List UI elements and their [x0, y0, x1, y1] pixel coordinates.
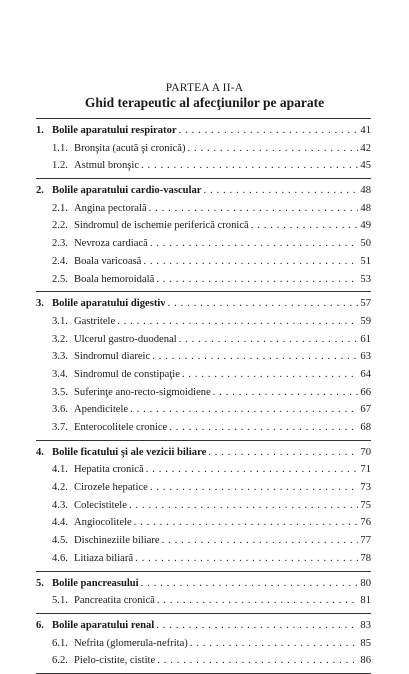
section-title: Bolile aparatului cardio-vascular	[52, 185, 202, 197]
toc-entry[interactable]	[36, 550, 371, 568]
table-of-contents	[36, 118, 371, 674]
entry-number: 1.2.	[52, 160, 68, 172]
toc-section	[36, 572, 371, 613]
toc-entry[interactable]	[36, 235, 371, 253]
toc-section	[36, 292, 371, 440]
section-number: 2.	[36, 185, 44, 197]
page-number: 50	[360, 238, 371, 250]
toc-entry[interactable]	[36, 366, 371, 384]
page-number: 73	[360, 482, 371, 494]
dot-leader	[130, 401, 358, 419]
toc-entry[interactable]	[36, 313, 371, 331]
page-number: 53	[360, 273, 371, 285]
toc-entry[interactable]	[36, 401, 371, 419]
dot-leader	[146, 461, 359, 479]
page-number: 57	[360, 298, 371, 310]
dot-leader	[143, 253, 358, 271]
entry-title: Angiocolitele	[74, 517, 132, 529]
entry-title: Dischineziile biliare	[74, 535, 160, 547]
entry-number: 2.3.	[52, 238, 68, 250]
dot-leader	[156, 617, 358, 635]
toc-section-entry[interactable]	[36, 122, 371, 140]
toc-section	[36, 614, 371, 673]
dot-leader	[152, 348, 358, 366]
page-number: 80	[360, 577, 371, 589]
toc-entry[interactable]	[36, 200, 371, 218]
entry-number: 4.4.	[52, 517, 68, 529]
toc-section	[36, 119, 371, 178]
part-title: Ghid terapeutic al afecţiunilor pe aparate	[84, 95, 325, 110]
entry-title: Nevroza cardiacă	[74, 238, 148, 250]
toc-section	[36, 179, 371, 291]
toc-entry[interactable]	[36, 419, 371, 437]
page-number: 77	[360, 535, 371, 547]
section-title: Bolile aparatului respirator	[52, 125, 177, 136]
section-title: Bolile aparatului digestiv	[52, 298, 166, 310]
section-title: Bolile aparatului renal	[52, 619, 155, 631]
entry-number: 1.1.	[52, 142, 68, 154]
entry-title: Hepatita cronică	[74, 464, 144, 476]
page-number: 67	[360, 404, 371, 416]
dot-leader	[204, 182, 359, 200]
entry-title: Colecistitele	[74, 499, 127, 511]
dot-leader	[168, 295, 359, 313]
entry-title: Suferinţe ano-recto-sigmoidiene	[74, 386, 211, 398]
toc-entry[interactable]	[36, 497, 371, 515]
toc-entry[interactable]	[36, 384, 371, 402]
page-number: 86	[360, 655, 371, 667]
dot-leader	[157, 592, 359, 610]
page-number: 49	[360, 220, 371, 232]
entry-number: 4.6.	[52, 552, 68, 564]
entry-number: 3.4.	[52, 368, 68, 380]
toc-entry[interactable]	[36, 157, 371, 175]
section-title: Bolile ficatului şi ale vezicii biliare	[52, 446, 207, 458]
section-number: 3.	[36, 298, 44, 310]
entry-title: Apendicitele	[74, 404, 129, 416]
dot-leader	[141, 575, 359, 593]
toc-entry[interactable]	[36, 592, 371, 610]
toc-section	[36, 441, 371, 571]
entry-title: Astmul bronşic	[74, 160, 140, 172]
dot-leader	[117, 313, 358, 331]
page-number: 61	[360, 333, 371, 345]
entry-title: Pancreatita cronică	[74, 595, 155, 607]
dot-leader	[179, 331, 359, 349]
entry-number: 3.5.	[52, 386, 68, 398]
page-number: 41	[360, 125, 371, 136]
entry-title: Bronşita (acută şi cronică)	[74, 142, 186, 154]
dot-leader	[141, 157, 358, 175]
entry-number: 3.2.	[52, 333, 68, 345]
entry-title: Enterocolitele cronice	[74, 422, 168, 433]
entry-number: 4.3.	[52, 499, 68, 511]
entry-number: 3.6.	[52, 404, 68, 416]
dot-leader	[187, 140, 358, 158]
entry-number: 5.1.	[52, 595, 68, 607]
dot-leader	[190, 635, 359, 653]
entry-number: 3.3.	[52, 351, 68, 363]
section-number: 4.	[36, 446, 44, 458]
entry-title: Gastritele	[74, 315, 116, 327]
page-number: 70	[360, 446, 371, 458]
entry-number: 4.1.	[52, 464, 68, 476]
toc-section-entry[interactable]	[36, 575, 371, 593]
toc-entry[interactable]	[36, 461, 371, 479]
toc-section-entry[interactable]	[36, 617, 371, 635]
entry-number: 6.1.	[52, 637, 68, 649]
dot-leader	[208, 444, 358, 462]
toc-entry[interactable]	[36, 140, 371, 158]
entry-number: 4.5.	[52, 535, 68, 547]
toc-entry[interactable]	[36, 217, 371, 235]
toc-entry[interactable]	[36, 532, 371, 550]
page-number: 66	[360, 386, 371, 398]
toc-entry[interactable]	[36, 635, 371, 653]
entry-title: Boala hemoroidală	[74, 273, 155, 285]
entry-title: Pielo-cistite, cistite	[74, 655, 156, 667]
dot-leader	[157, 652, 358, 670]
toc-entry[interactable]	[36, 652, 371, 670]
toc-section-entry[interactable]	[36, 444, 371, 462]
dot-leader	[169, 419, 358, 437]
page-number: 83	[360, 619, 371, 631]
dot-leader	[251, 217, 359, 235]
page-number: 63	[360, 351, 371, 363]
toc-section-entry[interactable]	[36, 295, 371, 313]
page-number: 85	[360, 637, 371, 649]
entry-title: Nefrita (glomerula-nefrita)	[74, 637, 188, 649]
page-number: 68	[360, 422, 371, 433]
dot-leader	[129, 497, 358, 515]
entry-number: 6.2.	[52, 655, 68, 667]
toc-entry[interactable]	[36, 479, 371, 497]
page-number: 64	[360, 368, 371, 380]
toc-entry[interactable]	[36, 253, 371, 271]
page-number: 42	[360, 142, 371, 154]
dot-leader	[150, 235, 359, 253]
entry-number: 2.4.	[52, 255, 68, 267]
toc-entry[interactable]	[36, 348, 371, 366]
page-number: 76	[360, 517, 371, 529]
dot-leader	[156, 271, 358, 289]
entry-title: Sindromul de constipaţie	[74, 368, 180, 380]
toc-entry[interactable]	[36, 271, 371, 289]
entry-number: 3.7.	[52, 422, 68, 433]
entry-number: 2.5.	[52, 273, 68, 285]
toc-entry[interactable]	[36, 331, 371, 349]
section-number: 5.	[36, 577, 44, 589]
page-number: 75	[360, 499, 371, 511]
part-heading: PARTEA A II-A	[165, 82, 244, 94]
entry-number: 3.1.	[52, 315, 68, 327]
entry-title: Cirozele hepatice	[74, 482, 148, 494]
entry-title: Ulcerul gastro-duodenal	[74, 333, 177, 345]
entry-title: Sindromul de ischemie periferică cronică	[74, 220, 249, 232]
dot-leader	[134, 514, 359, 532]
page-number: 71	[360, 464, 371, 476]
toc-entry[interactable]	[36, 514, 371, 532]
dot-leader	[179, 122, 359, 140]
section-title: Bolile pancreasului	[52, 577, 139, 589]
entry-title: Sindromul diareic	[74, 351, 151, 363]
section-number: 1.	[36, 125, 44, 136]
entry-number: 2.1.	[52, 202, 68, 214]
entry-number: 2.2.	[52, 220, 68, 232]
entry-title: Boala varicoasă	[74, 255, 142, 267]
page-number: 78	[360, 552, 371, 564]
dot-leader	[150, 479, 359, 497]
page-number: 81	[360, 595, 371, 607]
entry-title: Angina pectorală	[74, 202, 147, 214]
page-number: 59	[360, 315, 371, 327]
page-number: 45	[360, 160, 371, 172]
toc-section-entry[interactable]	[36, 182, 371, 200]
dot-leader	[149, 200, 359, 218]
dot-leader	[135, 550, 358, 568]
entry-number: 4.2.	[52, 482, 68, 494]
entry-title: Litiaza biliară	[74, 552, 134, 564]
dot-leader	[213, 384, 359, 402]
section-number: 6.	[36, 619, 44, 631]
page-number: 48	[360, 202, 371, 214]
page-number: 51	[360, 255, 371, 267]
dot-leader	[182, 366, 358, 384]
page-number: 48	[360, 185, 371, 197]
dot-leader	[162, 532, 359, 550]
